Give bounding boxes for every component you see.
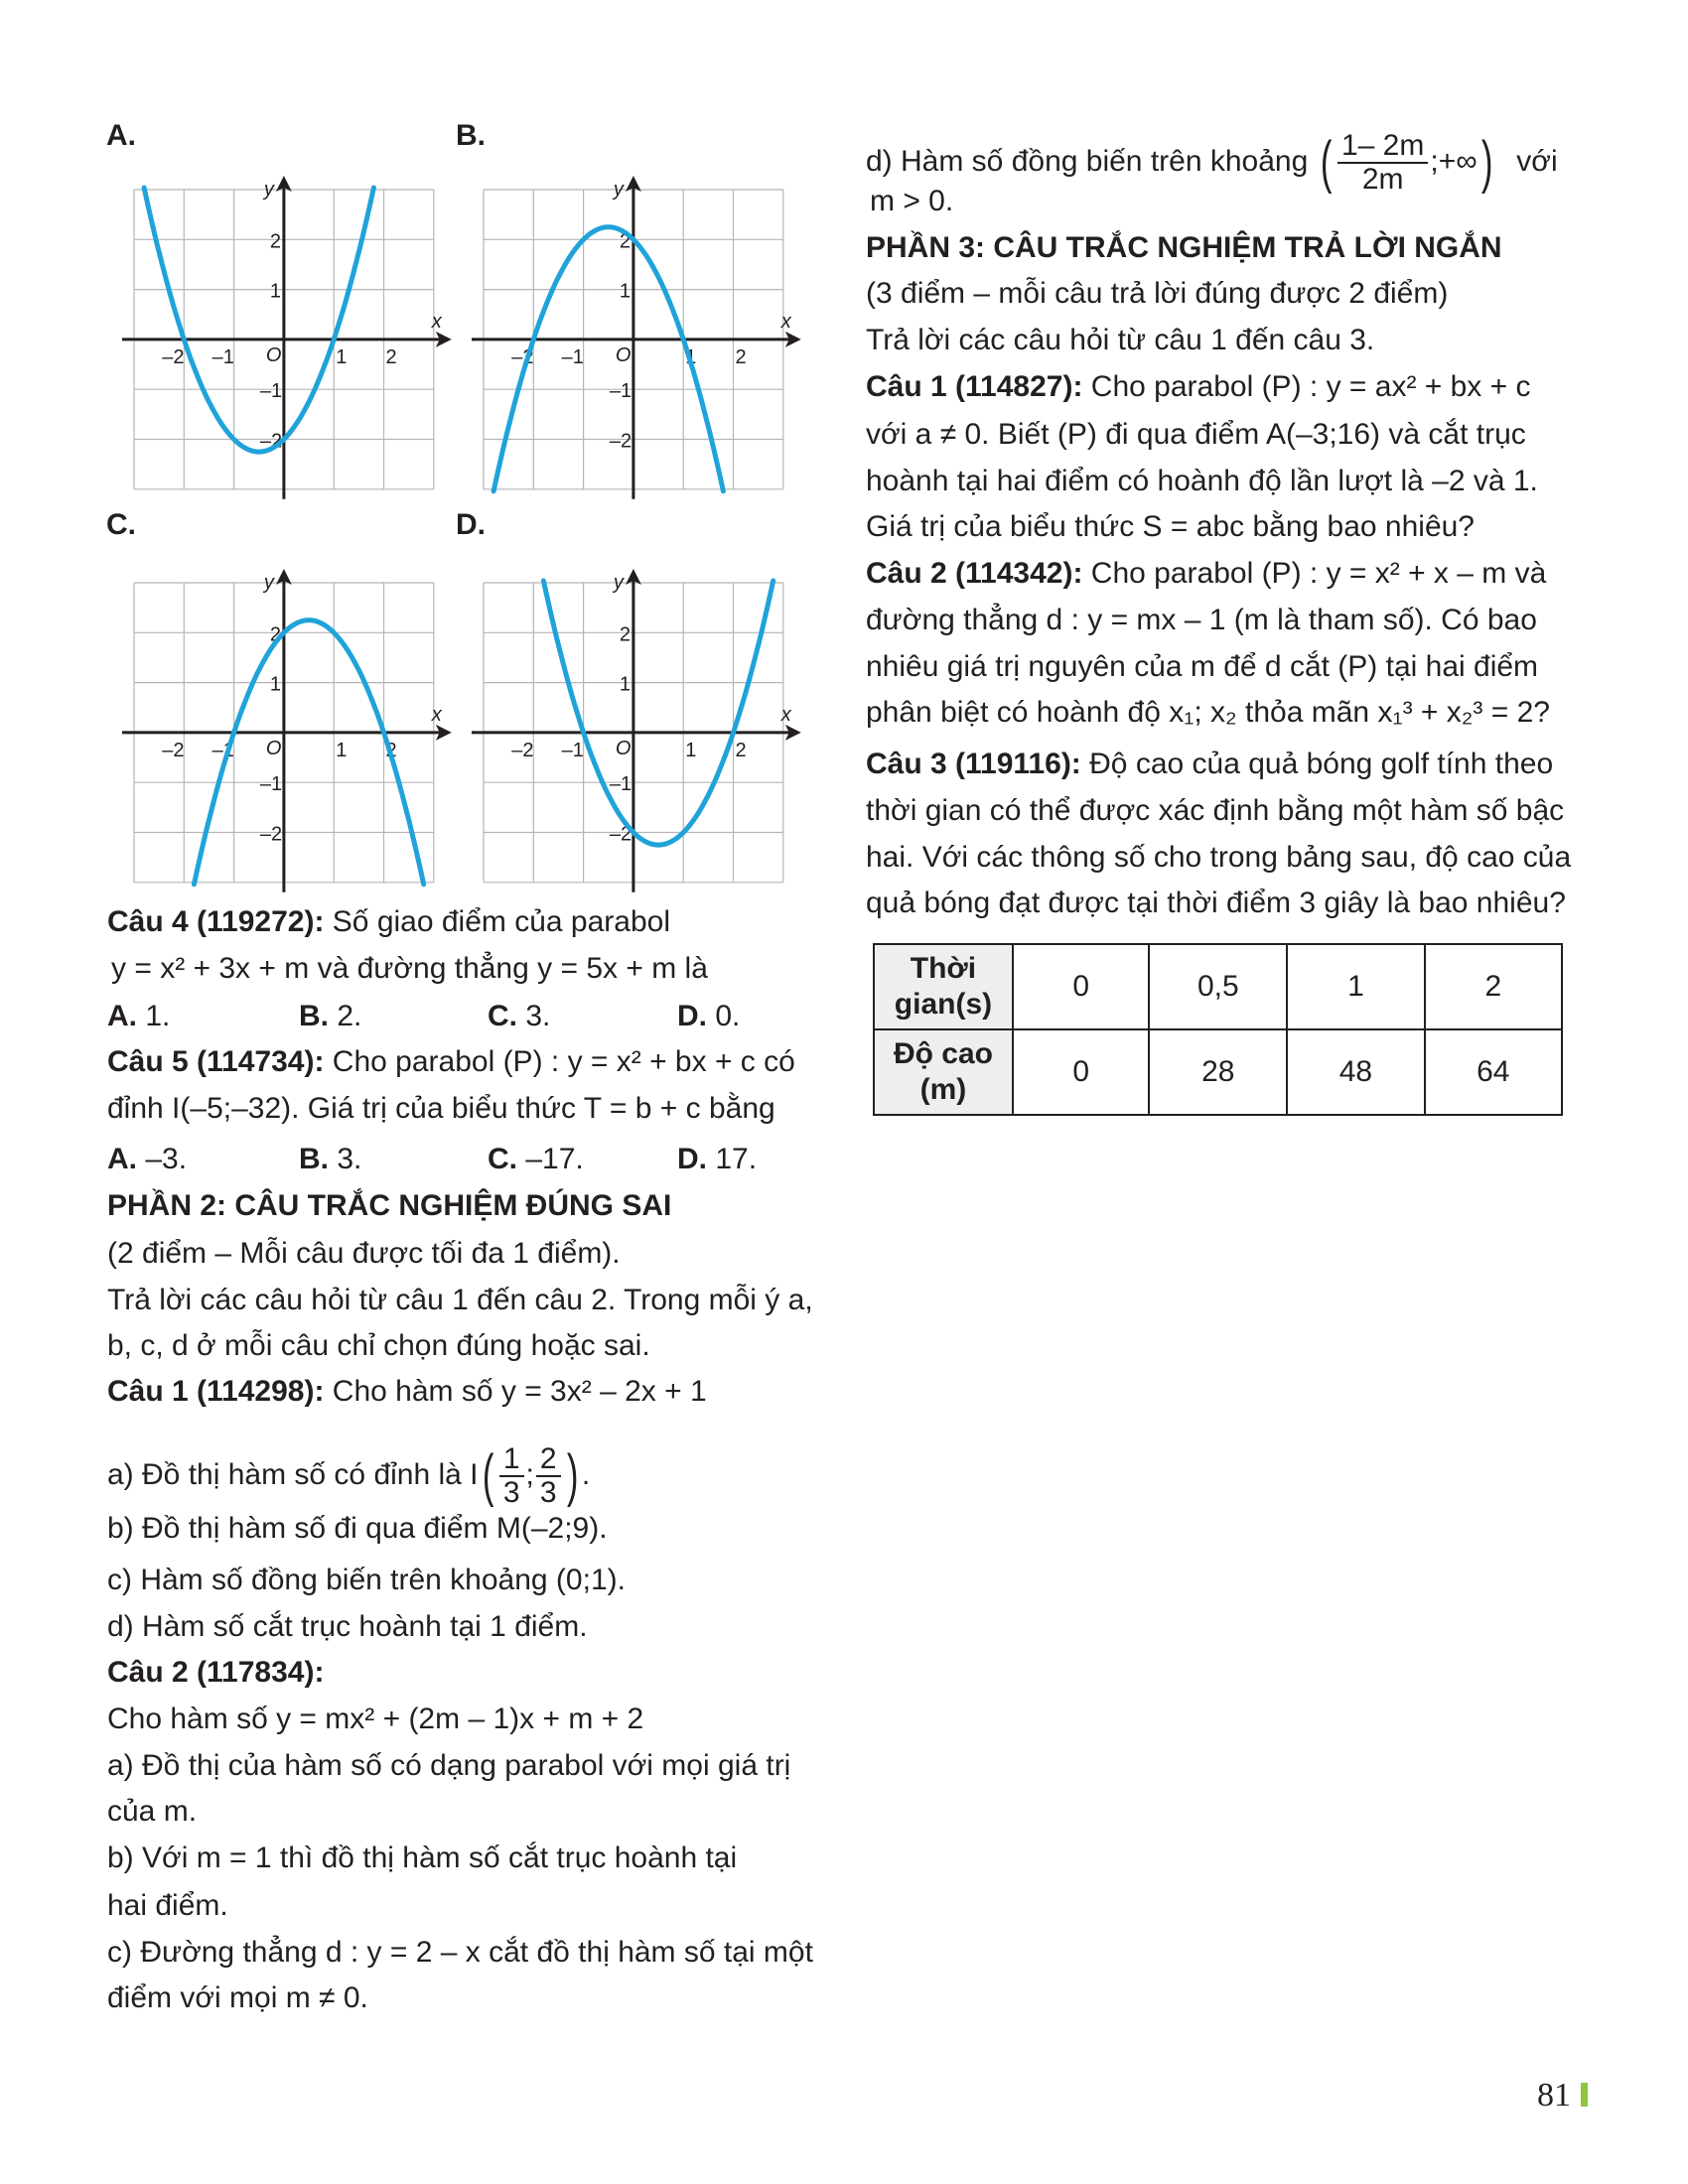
c2-b-line1: b) Với m = 1 thì đồ thị hàm số cắt trục hoành tại: [107, 1842, 738, 1874]
q4-option-d[interactable]: D. 0.: [677, 1000, 741, 1032]
table-cell: 64: [1425, 1029, 1562, 1115]
c1-statement-a: a) Đồ thị hàm số có đỉnh là I( $\frac{1}{3}$ ; $\frac{2}{3}$ ) .: [107, 1442, 591, 1510]
graph-c-svg: [119, 562, 447, 899]
x-tick-label: 1: [685, 345, 697, 368]
c1-statement-d: d) Hàm số cắt trục hoành tại 1 điểm.: [107, 1610, 588, 1643]
y-tick-label: –1: [609, 773, 633, 796]
q4-option-b[interactable]: B. 2.: [299, 1000, 362, 1032]
parabola-curve: [493, 227, 723, 491]
y-tick-label: –1: [259, 773, 283, 796]
p3q3-line3: hai. Với các thông số cho trong bảng sau, độ cao của: [866, 841, 1572, 874]
y-tick-label: –2: [609, 823, 633, 846]
part3-line2: Trả lời các câu hỏi từ câu 1 đến câu 3.: [866, 324, 1375, 356]
fraction-1-3: $\frac{1}{3}$: [499, 1443, 524, 1509]
x-tick-label: 2: [385, 345, 397, 368]
x-tick-label: –1: [211, 739, 234, 761]
fraction-2-3: $\frac{2}{3}$: [536, 1443, 561, 1509]
x-tick-label: –2: [162, 739, 185, 761]
x-tick-label: –1: [211, 345, 234, 368]
row-header-height: Độ cao (m): [874, 1029, 1013, 1115]
c2-c-line2: điểm với mọi m ≠ 0.: [107, 1981, 368, 2014]
table-row-time: [874, 944, 1562, 1029]
table-cell: 2: [1425, 944, 1562, 1029]
y-tick-label: 1: [619, 280, 632, 303]
page-number: 81: [1537, 2077, 1571, 2114]
q5-line2: đỉnh I(–5;–32). Giá trị của biểu thức T = b + c bằng: [107, 1092, 775, 1125]
origin-label: O: [265, 343, 282, 366]
parabola-curve: [543, 581, 773, 845]
c2-d-line2: m > 0.: [870, 185, 954, 217]
c2-statement-d: d) Hàm số đồng biến trên khoảng ( $\frac{1- 2m}{2m}$ ;+∞) với: [866, 129, 1558, 197]
fraction-1-2m-over-2m: $\frac{1- 2m}{2m}$: [1337, 130, 1428, 196]
y-tick-label: 2: [619, 230, 632, 253]
y-tick-label: 2: [269, 230, 282, 253]
part3-line1: (3 điểm – mỗi câu trả lời đúng được 2 điểm): [866, 277, 1449, 310]
c2-c-line1: c) Đường thẳng d : y = 2 – x cắt đồ thị hàm số tại một: [107, 1936, 813, 1969]
y-tick-label: 1: [269, 280, 282, 303]
x-tick-label: –1: [561, 739, 584, 761]
x-axis-label: x: [431, 310, 442, 333]
x-tick-label: –2: [511, 739, 534, 761]
q4-heading: Câu 4 (119272):: [107, 905, 325, 938]
x-tick-label: 1: [685, 739, 697, 761]
part3-title: PHẦN 3: CÂU TRẮC NGHIỆM TRẢ LỜI NGẮN: [866, 231, 1502, 264]
p3q3-line1: Câu 3 (119116): Độ cao của quả bóng golf tính theo: [866, 748, 1554, 780]
interval-tail: ;+∞: [1430, 145, 1477, 178]
y-axis-label: y: [613, 179, 624, 201]
q4-option-c[interactable]: C. 3.: [488, 1000, 551, 1032]
part2-line1: (2 điểm – Mỗi câu được tối đa 1 điểm).: [107, 1237, 621, 1270]
part2-line2: Trả lời các câu hỏi từ câu 1 đến câu 2. Trong mỗi ý a,: [107, 1284, 813, 1316]
y-tick-label: 2: [269, 623, 282, 646]
c2-heading: Câu 2 (117834):: [107, 1656, 325, 1689]
graph-c: [119, 562, 447, 899]
origin-label: O: [615, 737, 632, 759]
p3q1-line1: Câu 1 (114827): Cho parabol (P) : y = ax² + bx + c: [866, 370, 1531, 403]
graph-label-a: A.: [106, 119, 136, 152]
c2-d-text: d) Hàm số đồng biến trên khoảng: [866, 145, 1309, 178]
q5-option-d[interactable]: D. 17.: [677, 1143, 758, 1175]
y-tick-label: –1: [259, 380, 283, 403]
x-tick-label: 1: [336, 739, 348, 761]
q4-option-a[interactable]: A. 1.: [107, 1000, 171, 1032]
y-tick-label: –2: [259, 823, 283, 846]
c1-statement-b: b) Đồ thị hàm số đi qua điểm M(–2;9).: [107, 1512, 608, 1545]
p3q3-heading: Câu 3 (119116):: [866, 748, 1081, 780]
c2-d-post: với: [1516, 145, 1558, 178]
y-tick-label: –2: [609, 430, 633, 453]
graph-label-d: D.: [456, 508, 486, 541]
p3q3-line4: quả bóng đạt được tại thời điểm 3 giây là bao nhiêu?: [866, 887, 1566, 919]
y-tick-label: 1: [619, 673, 632, 696]
y-axis-label: y: [263, 179, 274, 201]
part2-line3: b, c, d ở mỗi câu chỉ chọn đúng hoặc sai.: [107, 1329, 650, 1362]
x-tick-label: 2: [735, 345, 747, 368]
q4-line2: y = x² + 3x + m và đường thẳng y = 5x + m là: [111, 952, 708, 985]
p3q2-line2: đường thẳng d : y = mx – 1 (m là tham số). Có bao: [866, 604, 1537, 636]
x-tick-label: –2: [162, 345, 185, 368]
row-header-time: Thời gian(s): [874, 944, 1013, 1029]
table-row-height: [874, 1029, 1562, 1115]
graph-label-b: B.: [456, 119, 486, 152]
x-tick-label: 1: [336, 345, 348, 368]
x-axis-label: x: [431, 703, 442, 726]
q5-option-b[interactable]: B. 3.: [299, 1143, 362, 1175]
graph-a-svg: [119, 169, 447, 506]
q4-line1: [107, 902, 670, 942]
y-tick-label: 1: [269, 673, 282, 696]
c2-b-line2: hai điểm.: [107, 1889, 228, 1922]
q5-text: Cho parabol (P) : y = x² + bx + c có: [324, 1045, 795, 1078]
x-tick-label: 2: [385, 739, 397, 761]
p3q1-line2: với a ≠ 0. Biết (P) đi qua điểm A(–3;16) và cắt trục: [866, 418, 1526, 451]
table-cell: 28: [1149, 1029, 1287, 1115]
y-tick-label: 2: [619, 623, 632, 646]
graph-d-svg: [469, 562, 796, 899]
p3q1-heading: Câu 1 (114827):: [866, 370, 1083, 403]
c2-a-line1: a) Đồ thị của hàm số có dạng parabol với mọi giá trị: [107, 1749, 791, 1782]
q4-text: Số giao điểm của parabol: [324, 905, 671, 938]
page-accent-bar: [1581, 2083, 1588, 2107]
x-axis-label: x: [780, 310, 791, 333]
y-axis-label: y: [263, 572, 274, 594]
q5-option-c[interactable]: C. –17.: [488, 1143, 584, 1175]
y-tick-label: –1: [609, 380, 633, 403]
part2-title: PHẦN 2: CÂU TRẮC NGHIỆM ĐÚNG SAI: [107, 1189, 672, 1222]
c2-line1: Cho hàm số y = mx² + (2m – 1)x + m + 2: [107, 1703, 644, 1735]
table-cell: 1: [1287, 944, 1424, 1029]
table-cell: 48: [1287, 1029, 1424, 1115]
parabola-curve: [144, 188, 373, 452]
c1-heading: Câu 1 (114298):: [107, 1375, 325, 1408]
graph-d: [469, 562, 796, 899]
graph-label-c: C.: [106, 508, 136, 541]
c1-a-text: a) Đồ thị hàm số có đỉnh là I: [107, 1458, 479, 1491]
table-cell: 0,5: [1149, 944, 1287, 1029]
parabola-curve: [194, 620, 423, 885]
c1-text: Cho hàm số y = 3x² – 2x + 1: [324, 1375, 707, 1408]
p3q2-heading: Câu 2 (114342):: [866, 557, 1083, 590]
y-axis-label: y: [613, 572, 624, 594]
table-cell: 0: [1013, 1029, 1150, 1115]
origin-label: O: [615, 343, 632, 366]
graph-a: [119, 169, 447, 506]
graph-b: [469, 169, 796, 506]
origin-label: O: [265, 737, 282, 759]
graph-b-svg: [469, 169, 796, 506]
x-axis-label: x: [780, 703, 791, 726]
c1-statement-c: c) Hàm số đồng biến trên khoảng (0;1).: [107, 1564, 626, 1596]
q5-line1: [107, 1042, 795, 1082]
golf-height-table: [873, 943, 1563, 1116]
table-cell: 0: [1013, 944, 1150, 1029]
x-tick-label: –1: [561, 345, 584, 368]
p3q1-line4: Giá trị của biểu thức S = abc bằng bao nhiêu?: [866, 510, 1475, 543]
x-tick-label: –2: [511, 345, 534, 368]
p3q1-line3: hoành tại hai điểm có hoành độ lần lượt là –2 và 1.: [866, 465, 1538, 497]
p3q2-line3: nhiêu giá trị nguyên của m để d cắt (P) tại hai điểm: [866, 650, 1539, 683]
p3q3-line2: thời gian có thể được xác định bằng một hàm số bậc: [866, 794, 1565, 827]
q5-option-a[interactable]: A. –3.: [107, 1143, 188, 1175]
y-tick-label: –2: [259, 430, 283, 453]
p3q2-line1: Câu 2 (114342): Cho parabol (P) : y = x² + x – m và: [866, 557, 1547, 590]
c1-line1: [107, 1372, 707, 1412]
c2-a-line2: của m.: [107, 1795, 198, 1828]
x-tick-label: 2: [735, 739, 747, 761]
p3q2-line4: phân biệt có hoành độ x₁; x₂ thỏa mãn x₁³ + x₂³ = 2?: [866, 696, 1550, 729]
q5-heading: Câu 5 (114734):: [107, 1045, 325, 1078]
